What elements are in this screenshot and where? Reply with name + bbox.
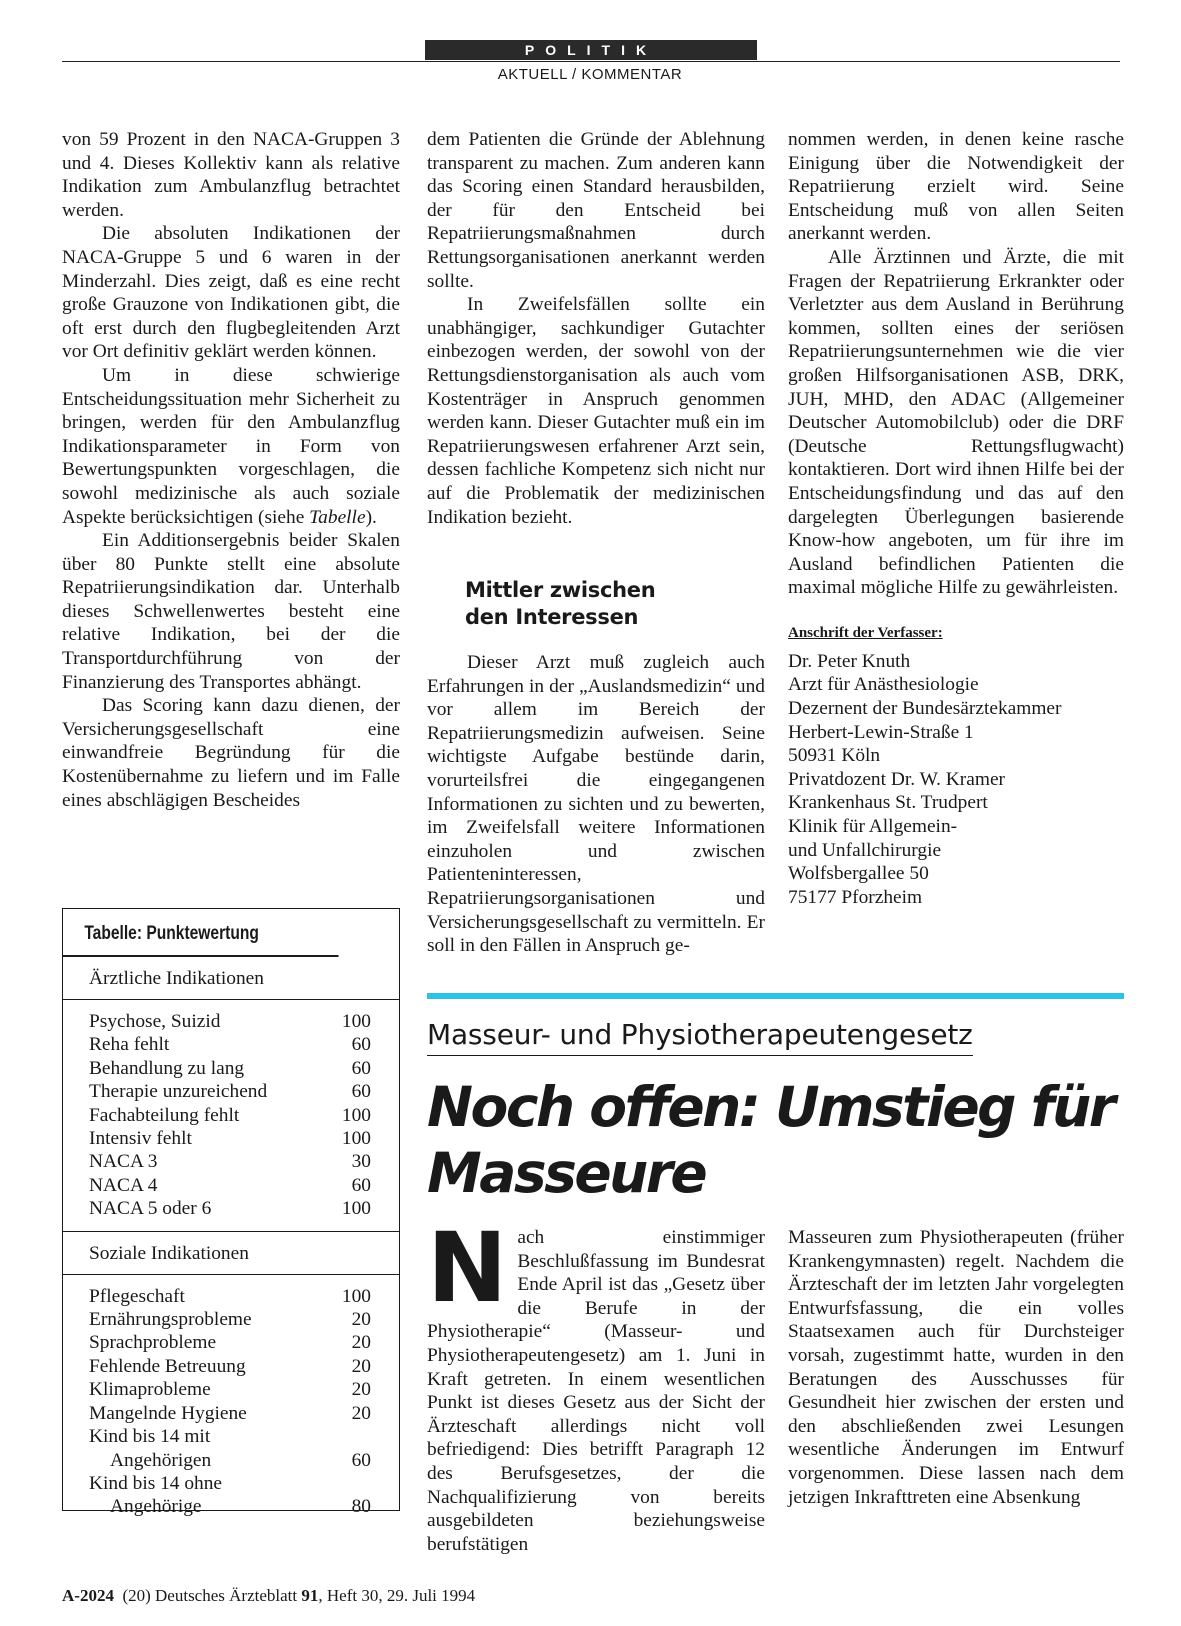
address-line: und Unfallchirurgie — [788, 839, 942, 861]
table-row-value: 20 — [351, 1332, 371, 1354]
col1-paragraph-2: Die absoluten Indikationen der NACA-Gruppe 5 und 6 waren in der Minderzahl. Dies zeigt, daß es eine recht große Grauzone von Indikationen gibt, die oft erst durch den flugbegleitenden Arzt vor Ort definitiv geklärt werden können. — [62, 223, 400, 363]
subsection-label: AKTUELL / KOMMENTAR — [497, 66, 683, 83]
drop-cap: N — [427, 1212, 508, 1324]
table-row-label: Reha fehlt — [89, 1034, 170, 1056]
article-kicker: Masseur- und Physiotherapeutengesetz — [427, 1018, 973, 1056]
address-line: Wolfsbergallee 50 — [788, 863, 929, 885]
table-row-value: 60 — [351, 1174, 371, 1196]
col1-paragraph-1: von 59 Prozent in den NACA-Gruppen 3 und 4. Dieses Kollektiv kann als relative Indikation zum Ambulanzflug betrachtet werden. — [62, 129, 400, 221]
column-1 — [62, 128, 400, 812]
table-row-label: Fachabteilung fehlt — [89, 1104, 240, 1126]
table-row-value: 20 — [351, 1402, 371, 1424]
col1-paragraph-3-text: Um in diese schwierige Entscheidungssituation mehr Sicherheit zu bringen, werden für den Ambulanzflug Indikationsparameter in Form von Bewertungspunkten vorgeschlagen, die sowohl medizinische als auch soziale Aspekte berücksichtigen (siehe — [62, 364, 400, 528]
address-line: 50931 Köln — [788, 745, 881, 767]
table-row-value: 100 — [341, 1128, 371, 1150]
col2-paragraph-1: dem Patienten die Gründe der Ablehnung transparent zu machen. Zum anderen kann das Scoring einen Standard herausbilden, der für den Entscheid bei Repatriierungsmaßnahmen durch Rettungsorganisationen anerkannt werden sollte. — [427, 129, 765, 292]
col1-paragraph-3 — [62, 364, 400, 529]
table-row — [89, 1331, 371, 1354]
address-line: Arzt für Anästhesiologie — [788, 674, 979, 696]
table-title: Tabelle: Punktewertung — [63, 909, 339, 957]
article-paragraph-2: Masseuren zum Physiotherapeuten (früher Krankengymnasten) regelt. Nachdem die Ärzteschaft der im letzten Jahr vorgelegten Entwurfsfassung, die ein volles Staatsexamen auch für Durchsteiger vorsah, zugestimmt hatte, wurden in den Beratungen des Ausschusses für Gesundheit hier zwischen der ersten und den abschließenden zwei Lesungen wesentliche Änderungen im Entwurf vorgenommen. Diese lassen nach dem jetzigen Inkrafttreten eine Absenkung — [788, 1227, 1124, 1508]
address-line: Klinik für Allgemein- — [788, 816, 958, 838]
address-block-2 — [788, 768, 1124, 910]
col1-paragraph-5: Das Scoring kann dazu dienen, der Versicherungsgesellschaft eine einwandfreie Begründung für die Kostenübernahme zu liefern und im Falle eines abschlägigen Bescheides — [62, 695, 400, 811]
table-row-value: 60 — [351, 1034, 371, 1056]
col1-paragraph-4: Ein Additionsergebnis beider Skalen über 80 Punkte stellt eine absolute Repatriierungsindikation dar. Unterhalb dieses Schwellenwertes besteht eine relative Indikation, bei der die Transportdurchführung von der Finanzierung des Transportes abhängt. — [62, 530, 400, 693]
table-row-label: Kind bis 14 ohne — [89, 1472, 223, 1494]
col3-paragraph-1: nommen werden, in denen keine rasche Einigung über die Notwendigkeit der Repatriierung erzielt wird. Seine Entscheidung muß von allen Seiten anerkannt werden. — [788, 129, 1124, 245]
table-row-value: 60 — [351, 1081, 371, 1103]
table-row — [89, 1425, 371, 1448]
subheading — [465, 577, 765, 631]
table-rows-social — [63, 1275, 399, 1529]
table-row — [89, 1033, 371, 1056]
article-column-1 — [427, 1212, 765, 1556]
table-row — [89, 1308, 371, 1331]
table-section-social: Soziale Indikationen — [63, 1232, 399, 1275]
address-line: Krankenhaus St. Trudpert — [788, 792, 988, 814]
address-block-1 — [788, 650, 1124, 768]
address-line: Dezernent der Bundesärztekammer — [788, 698, 1062, 720]
table-row-label-continued: Angehörigen — [110, 1449, 212, 1471]
header-rule — [62, 61, 1120, 62]
table-row — [89, 1057, 371, 1080]
subheading-line-1: Mittler zwischen — [465, 578, 656, 603]
section-label: POLITIK — [425, 40, 757, 60]
address-line: Dr. Peter Knuth — [788, 650, 911, 672]
table-row-label: Mangelnde Hygiene — [89, 1402, 247, 1424]
table-row — [89, 1080, 371, 1103]
column-2 — [427, 128, 765, 958]
table-row-label: Kind bis 14 mit — [89, 1426, 211, 1448]
headline-line-2: Masseure — [427, 1141, 706, 1205]
footer-volume: 91 — [301, 1586, 319, 1605]
column-3 — [788, 128, 1124, 909]
table-row-label: NACA 4 — [89, 1174, 158, 1196]
table-row-continued — [89, 1449, 371, 1472]
page-footer — [62, 1586, 475, 1606]
article-paragraph-1-text: ach einstimmiger Beschlußfassung im Bundesrat Ende April ist das „Gesetz über die Berufe in der Physiotherapie“ (Masseur- und Physiotherapeutengesetz) am 1. Juni in Kraft getreten. In einem wesentlichen Punkt ist dieses Gesetz aus der Sicht der Ärzteschaft allerdings nicht voll befriedigend: Dies betrifft Paragraph 12 des Berufsgesetzes, der die Nachqualifizierung von bereits ausgebildeten beziehungsweise berufstätigen — [427, 1227, 765, 1555]
col2-paragraph-2: In Zweifelsfällen sollte ein unabhängiger, sachkundiger Gutachter einbezogen werden, der sowohl von der Rettungsdienstorganisation als auch vom Kostenträger in Anspruch genommen werden kann. Dieser Gutachter muß ein im Repatriierungswesen erfahrener Arzt sein, dessen fachliche Kompetenz sich nicht nur auf die Problematik der medizinischen Indikation bezieht. — [427, 294, 765, 528]
table-row-continued — [89, 1495, 371, 1518]
table-row-label: Ernährungsprobleme — [89, 1309, 252, 1331]
table-row-value: 30 — [351, 1151, 371, 1173]
table-row — [89, 1472, 371, 1495]
address-line: 75177 Pforzheim — [788, 886, 923, 908]
score-table — [62, 908, 400, 1518]
table-row-label: Fehlende Betreuung — [89, 1355, 246, 1377]
address-label: Anschrift der Verfasser: — [788, 624, 943, 641]
table-row-value: 80 — [351, 1496, 371, 1518]
table-row-label: NACA 5 oder 6 — [89, 1198, 212, 1220]
table-row — [89, 1285, 371, 1308]
address-line: Herbert-Lewin-Straße 1 — [788, 721, 974, 743]
table-row-label: Behandlung zu lang — [89, 1057, 245, 1079]
table-row-label: Intensiv fehlt — [89, 1128, 192, 1150]
table-row-value: 20 — [351, 1379, 371, 1401]
col2-paragraph-3: Dieser Arzt muß zugleich auch Erfahrungen in der „Auslandsmedizin“ und vor allem im Bereich der Repatriierungsmedizin aufweisen. Seine wichtigste Aufgabe bestünde darin, vorurteilsfrei die eingegangenen Informationen zu sichten und zu bewerten, im Zweifelsfall weitere Informationen einzuholen und zwischen Patienteninteressen, Repatriierungsorganisationen und Versicherungsgesellschaft zu vermitteln. Er soll in den Fällen in Anspruch ge- — [427, 652, 765, 957]
table-reference: Tabelle — [309, 506, 366, 528]
table-row-value: 100 — [341, 1285, 371, 1307]
table-row-value: 20 — [351, 1355, 371, 1377]
table-row — [89, 1378, 371, 1401]
table-row-label: Pflegeschaft — [89, 1285, 185, 1307]
table-row-value: 100 — [341, 1198, 371, 1220]
footer-journal: (20) Deutsches Ärzteblatt — [122, 1586, 298, 1605]
col3-paragraph-2: Alle Ärztinnen und Ärzte, die mit Fragen der Repatriierung Erkrankter oder Verletzter aus dem Ausland in Berührung kommen, sollten eines der seriösen Repatriierungsunternehmen wie die vier großen Hilfsorganisationen ASB, DRK, JUH, MHD, den ADAC (Allgemeiner Deutscher Automobilclub) oder die DRF (Deutsche Rettungsflugwacht) kontaktieren. Dort wird ihnen Hilfe bei der Entscheidungsfindung und das auf den dargelegten Überlegungen basierende Know-how angeboten, um für ihre im Ausland befindlichen Patienten die maximal mögliche Hilfe zu gewährleisten. — [788, 246, 1124, 599]
table-row — [89, 1127, 371, 1150]
table-row — [89, 1010, 371, 1033]
table-row — [89, 1174, 371, 1197]
article-headline — [427, 1074, 1124, 1206]
table-row-label: Psychose, Suizid — [89, 1011, 221, 1032]
page-number: A-2024 — [62, 1586, 114, 1605]
table-row — [89, 1402, 371, 1425]
subheading-line-2: den Interessen — [465, 605, 639, 630]
table-row-label: Klimaprobleme — [89, 1379, 211, 1401]
table-row — [89, 1104, 371, 1127]
table-row — [89, 1197, 371, 1220]
table-row-value: 20 — [351, 1309, 371, 1331]
table-section-medical: Ärztliche Indikationen — [63, 957, 399, 1000]
table-row-label: NACA 3 — [89, 1151, 158, 1173]
article-divider — [427, 993, 1124, 999]
footer-issue: , Heft 30, 29. Juli 1994 — [318, 1586, 476, 1605]
address-line: Privatdozent Dr. W. Kramer — [788, 768, 1006, 790]
table-row-label: Therapie unzureichend — [89, 1081, 268, 1103]
article-column-2 — [788, 1226, 1124, 1509]
table-row-value: 100 — [341, 1104, 371, 1126]
table-row-value: 60 — [351, 1449, 371, 1471]
headline-line-1: Noch offen: Umstieg für — [427, 1075, 1114, 1139]
table-row-value: 60 — [351, 1057, 371, 1079]
col1-paragraph-3-end: ). — [365, 506, 377, 528]
table-rows-medical — [63, 1000, 399, 1232]
table-row — [89, 1355, 371, 1378]
table-row-label: Sprachprobleme — [89, 1332, 217, 1354]
table-row — [89, 1150, 371, 1173]
table-row-label-continued: Angehörige — [110, 1496, 202, 1518]
table-row-value: 100 — [341, 1011, 371, 1032]
article-paragraph-1 — [427, 1212, 765, 1556]
